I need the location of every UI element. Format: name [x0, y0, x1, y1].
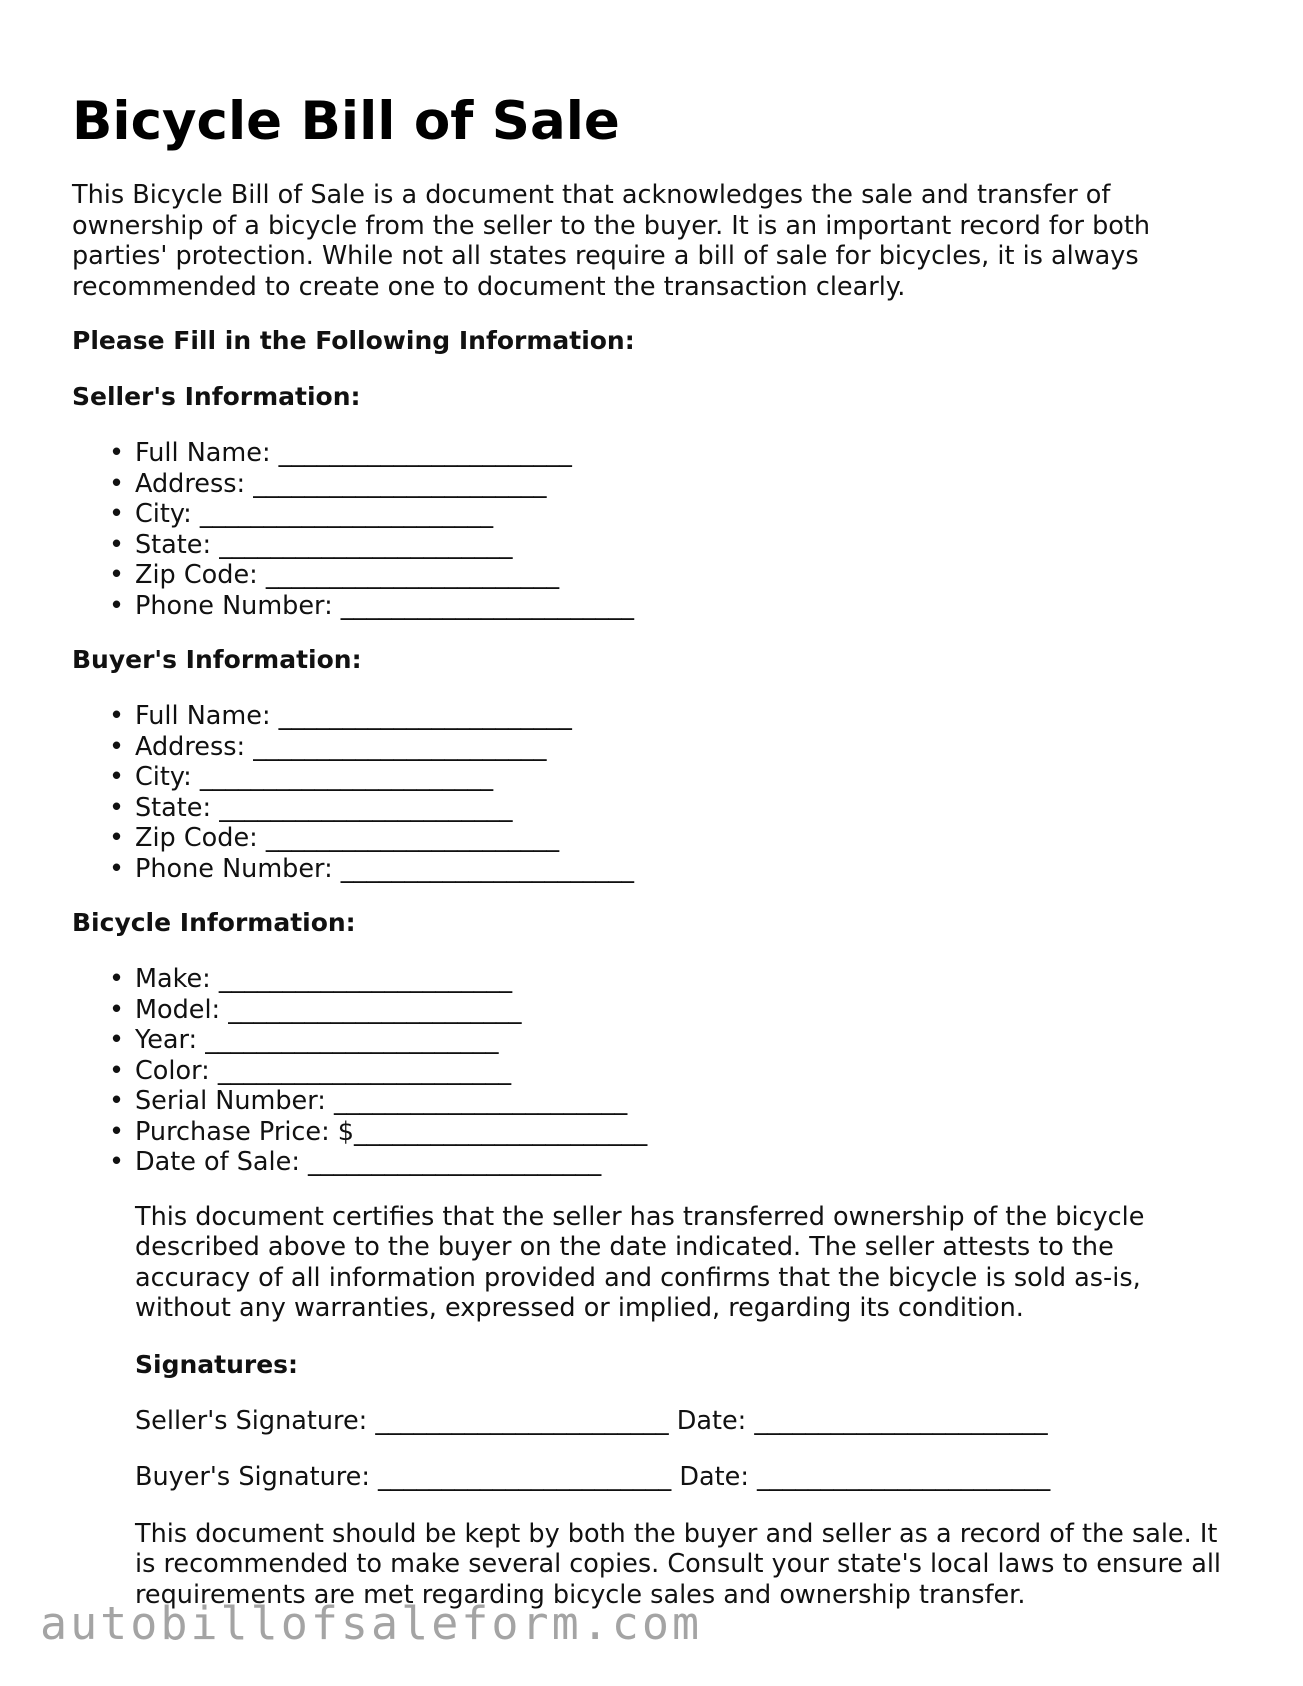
bullet-icon: •	[109, 1116, 125, 1147]
bullet-icon: •	[109, 994, 125, 1025]
bullet-icon: •	[109, 762, 125, 792]
buyer-zip-field[interactable]: • Zip Code: _______________________	[109, 823, 560, 853]
site-watermark: autobillofsaleform.com	[40, 1597, 703, 1650]
bullet-icon: •	[109, 792, 125, 823]
bicycle-price-field[interactable]: • Purchase Price: $_______________________	[109, 1116, 648, 1147]
document-page	[72, 88, 1232, 1610]
document-title: Bicycle Bill of Sale	[72, 91, 620, 152]
seller-heading: Seller's Information:	[72, 382, 361, 411]
fill-heading: Please Fill in the Following Information:	[72, 326, 635, 355]
bullet-icon: •	[109, 1055, 125, 1086]
bicycle-heading: Bicycle Information:	[72, 908, 356, 937]
bullet-icon: •	[109, 964, 125, 994]
seller-city-field[interactable]: • City: _______________________	[109, 499, 494, 529]
bullet-icon: •	[109, 468, 125, 499]
buyer-fields-list	[72, 701, 1232, 884]
closing-note: This document should be kept by both the buyer and seller as a record of the sale. It is recommended to make several copies. Consult your state's local laws to ensure all requirements are met regarding bicycle sales and ownership transfer.	[135, 1518, 1222, 1610]
bicycle-sale-date-field[interactable]: • Date of Sale: _______________________	[109, 1147, 602, 1177]
bullet-icon: •	[109, 701, 125, 731]
intro-paragraph: This Bicycle Bill of Sale is a document that acknowledges the sale and transfer of ownership of a bicycle from the seller to the buyer. It is an important record for both parties' protection. While not all states require a bill of sale for bicycles, it is always recommended to create one to document the transaction clearly.	[72, 180, 1151, 302]
seller-phone-field[interactable]: • Phone Number: _______________________	[109, 590, 635, 621]
bicycle-year-field[interactable]: • Year: _______________________	[109, 1025, 499, 1055]
bicycle-serial-field[interactable]: • Serial Number: _______________________	[109, 1086, 628, 1116]
buyer-address-field[interactable]: • Address: _______________________	[109, 731, 547, 762]
seller-signature-line[interactable]: Seller's Signature: _______________________ Date: _______________________	[135, 1405, 1048, 1436]
bullet-icon: •	[109, 1086, 125, 1116]
seller-full-name-field[interactable]: • Full Name: _______________________	[109, 438, 572, 468]
buyer-state-field[interactable]: • State: _______________________	[109, 792, 513, 823]
bullet-icon: •	[109, 590, 125, 621]
bullet-icon: •	[109, 499, 125, 529]
buyer-city-field[interactable]: • City: _______________________	[109, 762, 494, 792]
bullet-icon: •	[109, 853, 125, 884]
bicycle-fields-list	[72, 964, 1232, 1178]
buyer-heading: Buyer's Information:	[72, 645, 362, 674]
certification-block	[72, 1202, 1232, 1611]
bullet-icon: •	[109, 731, 125, 762]
bicycle-make-field[interactable]: • Make: _______________________	[109, 964, 513, 994]
bullet-icon: •	[109, 560, 125, 590]
bicycle-model-field[interactable]: • Model: _______________________	[109, 994, 522, 1025]
buyer-full-name-field[interactable]: • Full Name: _______________________	[109, 701, 572, 731]
bullet-icon: •	[109, 1147, 125, 1177]
bullet-icon: •	[109, 438, 125, 468]
bullet-icon: •	[109, 529, 125, 560]
seller-state-field[interactable]: • State: _______________________	[109, 529, 513, 560]
bullet-icon: •	[109, 1025, 125, 1055]
seller-zip-field[interactable]: • Zip Code: _______________________	[109, 560, 560, 590]
seller-address-field[interactable]: • Address: _______________________	[109, 468, 547, 499]
seller-fields-list	[72, 438, 1232, 621]
bullet-icon: •	[109, 823, 125, 853]
bicycle-color-field[interactable]: • Color: _______________________	[109, 1055, 512, 1086]
certification-paragraph: This document certifies that the seller has transferred ownership of the bicycle described above to the buyer on the date indicated. The seller attests to the accuracy of all information provided and confirms that the bicycle is sold as-is, without any warranties, expressed or implied, regarding its condition.	[135, 1201, 1145, 1323]
signatures-heading: Signatures:	[135, 1349, 299, 1379]
buyer-phone-field[interactable]: • Phone Number: _______________________	[109, 853, 635, 884]
buyer-signature-line[interactable]: Buyer's Signature: _______________________ Date: _______________________	[135, 1462, 1051, 1492]
